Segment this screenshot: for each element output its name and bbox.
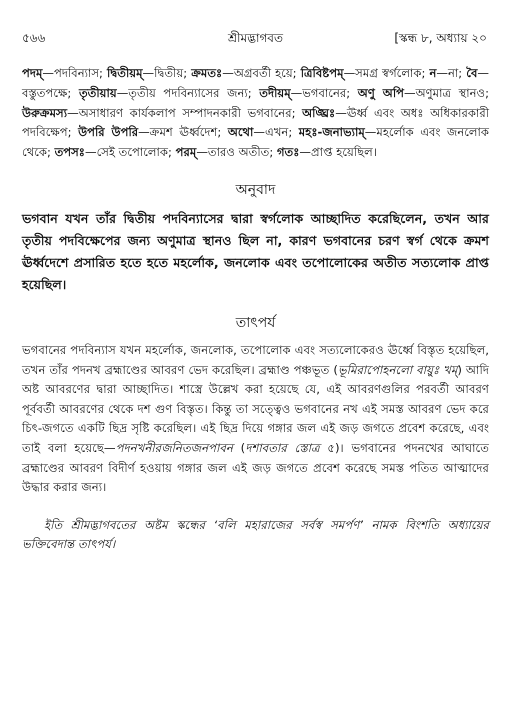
- synonym-word: উরুক্রমস্য: [22, 105, 68, 120]
- synonym-word: মহঃ-জনাভ্যাম্: [298, 125, 365, 140]
- synonym-word: পরম্: [175, 145, 197, 160]
- synonym-meaning: তৃতীয় পদবিন্যাসের জন্য;: [128, 85, 252, 100]
- synonym-word: অথো: [227, 125, 254, 140]
- synonym-meaning: ভগবানের;: [302, 85, 351, 100]
- running-header: [22, 30, 489, 50]
- synonym-word: তপসঃ: [54, 145, 85, 160]
- synonym-meaning: অগ্রবর্তী হয়ে;: [233, 66, 297, 80]
- purport-quote: ভূমিরাপোহনলো বায়ুঃ খম্: [337, 362, 458, 377]
- synonym-word: তৃতীয়ায়: [78, 85, 117, 100]
- purport-text-part: ভগবানের পদবিন্যাস যখন মহর্লোক, জনলোক, তপোলোক এবং সত্যলোকেরও ঊর্ধ্বে বিস্তৃত হয়েছিল, তখন তাঁর পদনখ ব্রহ্মাণ্ডের আবরণ ভেদ করেছিল। ব্রহ্মাণ্ড পঞ্চভূত (: [22, 342, 489, 377]
- purport-quote: পদনখনীরজনিতজনপাবন: [115, 440, 233, 455]
- translation-text: ভগবান যখন তাঁর দ্বিতীয় পদবিন্যাসের দ্বারা স্বর্গলোক আচ্ছাদিত করেছিলেন, তখন আর তৃতীয় পদবিক্ষেপের জন্য অণুমাত্র স্থানও ছিল না, কারণ ভগবানের চরণ স্বর্গ থেকে ক্রমশ ঊর্ধ্বদেশে প্রসারিত হতে হতে মহর্লোক, জনলোক এবং তপোলোকের অতীত সত্যলোক প্রাপ্ত হয়েছিল।: [22, 210, 489, 292]
- synonym-meaning: তারও অতীত;: [207, 145, 274, 160]
- translation-heading: অনুবাদ: [235, 181, 276, 198]
- chapter-colophon: ইতি শ্রীমদ্ভাগবতের অষ্টম স্কন্ধের ‘বলি মহারাজের সর্বস্ব সমর্পণ’ নামক বিংশতি অধ্যায়ের ভক্তিবেদান্ত তাৎপর্য।: [22, 517, 489, 552]
- synonym-meaning: ক্রমশ ঊর্ধ্বদেশ;: [149, 125, 222, 140]
- synonym-meaning: অণুমাত্র স্থানও;: [415, 85, 489, 100]
- synonym-word: বৈ: [466, 66, 478, 80]
- page-number: ৫৬৬: [22, 31, 46, 45]
- synonym-word: ক্রমতঃ: [191, 66, 223, 80]
- synonym-word: তদীয়ম্: [259, 85, 291, 100]
- synonym-word: দ্বিতীয়ম্: [107, 66, 143, 80]
- synonym-meaning: মহর্লোক এবং জনলোক থেকে;: [22, 125, 490, 160]
- purport-text-part: (: [232, 440, 246, 455]
- synonym-meaning: পদবিন্যাস;: [54, 66, 103, 80]
- synonym-meaning: ঊর্ধ্ব এবং অধঃ অধিকারকারী পদবিক্ষেপ;: [22, 105, 490, 140]
- chapter-reference: [স্কন্ধ ৮, অধ্যায় ২০: [394, 31, 487, 45]
- synonym-word: অণু অপি: [357, 85, 405, 100]
- synonym-word: উপরি উপরি: [78, 125, 139, 140]
- synonym-meaning: এখন;: [265, 125, 293, 140]
- synonym-word: গতঃ: [276, 145, 300, 160]
- purport-text-part: ৫)। ভগবানের পদনখের আঘাতে ব্রহ্মাণ্ডের আবরণ বিদীর্ণ হওয়ায় গঙ্গার জল এই জড় জগতে প্রবেশ করেছে সমস্ত পতিত আত্মাদের উদ্ধার করার জন্য।: [22, 440, 489, 495]
- purport-text: [22, 341, 489, 498]
- purport-citation: দশাবতার স্তোত্র: [245, 440, 320, 455]
- synonym-word: ত্রিবিষ্টপম্: [300, 66, 344, 80]
- synonym-meaning: প্রাপ্ত হয়েছিল।: [311, 145, 377, 160]
- synonym-meaning: দ্বিতীয়;: [154, 66, 188, 80]
- synonym-meaning: না;: [447, 66, 463, 80]
- synonym-meaning: সেই তপোলোক;: [96, 145, 172, 160]
- purport-heading: তাৎপর্য: [235, 314, 276, 331]
- synonym-meaning: অসাধারণ কার্যকলাপ সম্পাদনকারী ভগবানের;: [78, 105, 296, 120]
- word-for-word-synonyms: পদম্—পদবিন্যাস; দ্বিতীয়ম্—দ্বিতীয়; ক্রমতঃ—অগ্রবর্তী হয়ে; ত্রিবিষ্টপম্—সমগ্র স্বর্গলোক; ন—না; বৈ—বস্তুতপক্ষে; তৃতীয়ায়—তৃতীয় পদবিন্যাসের জন্য; তদীয়ম্—ভগবানের; অণু অপি—অণুমাত্র স্থানও; উরুক্রমস্য—অসাধারণ কার্যকলাপ সম্পাদনকারী ভগবানের; অঙ্ঘ্রিঃ—ঊর্ধ্ব এবং অধঃ অধিকারকারী পদবিক্ষেপ; উপরি উপরি—ক্রমশ ঊর্ধ্বদেশ; অথো—এখন; মহঃ-জনাভ্যাম্—মহর্লোক এবং জনলোক থেকে; তপসঃ—সেই তপোলোক; পরম্—তারও অতীত; গতঃ—প্রাপ্ত হয়েছিল।: [22, 66, 490, 160]
- synonym-word: পদম্: [22, 66, 43, 80]
- book-title: শ্রীমদ্ভাগবত: [227, 31, 283, 45]
- synonym-word: অঙ্ঘ্রিঃ: [302, 105, 336, 120]
- synonym-word: ন: [429, 66, 437, 80]
- synonym-meaning: বস্তুতপক্ষে;: [22, 85, 72, 100]
- purport-text-part: ) আদি অষ্ট আবরণের দ্বারা আচ্ছাদিত। শাস্ত্রে উল্লেখ করা হয়েছে যে, এই আবরণগুলির পরবর্তী আবরণ পূর্ববর্তী আবরণের থেকে দশ গুণ বিস্তৃত। কিন্তু তা সত্ত্বেও ভগবানের নখ এই সমস্ত আবরণ ভেদ করে চিৎ-জগতে একটি ছিদ্র সৃষ্টি করেছিল। এই ছিদ্র দিয়ে গঙ্গার জল এই জড় জগতে প্রবেশ করেছে, এবং তাই বলা হয়েছে—: [22, 362, 489, 455]
- synonym-meaning: সমগ্র স্বর্গলোক;: [355, 66, 426, 80]
